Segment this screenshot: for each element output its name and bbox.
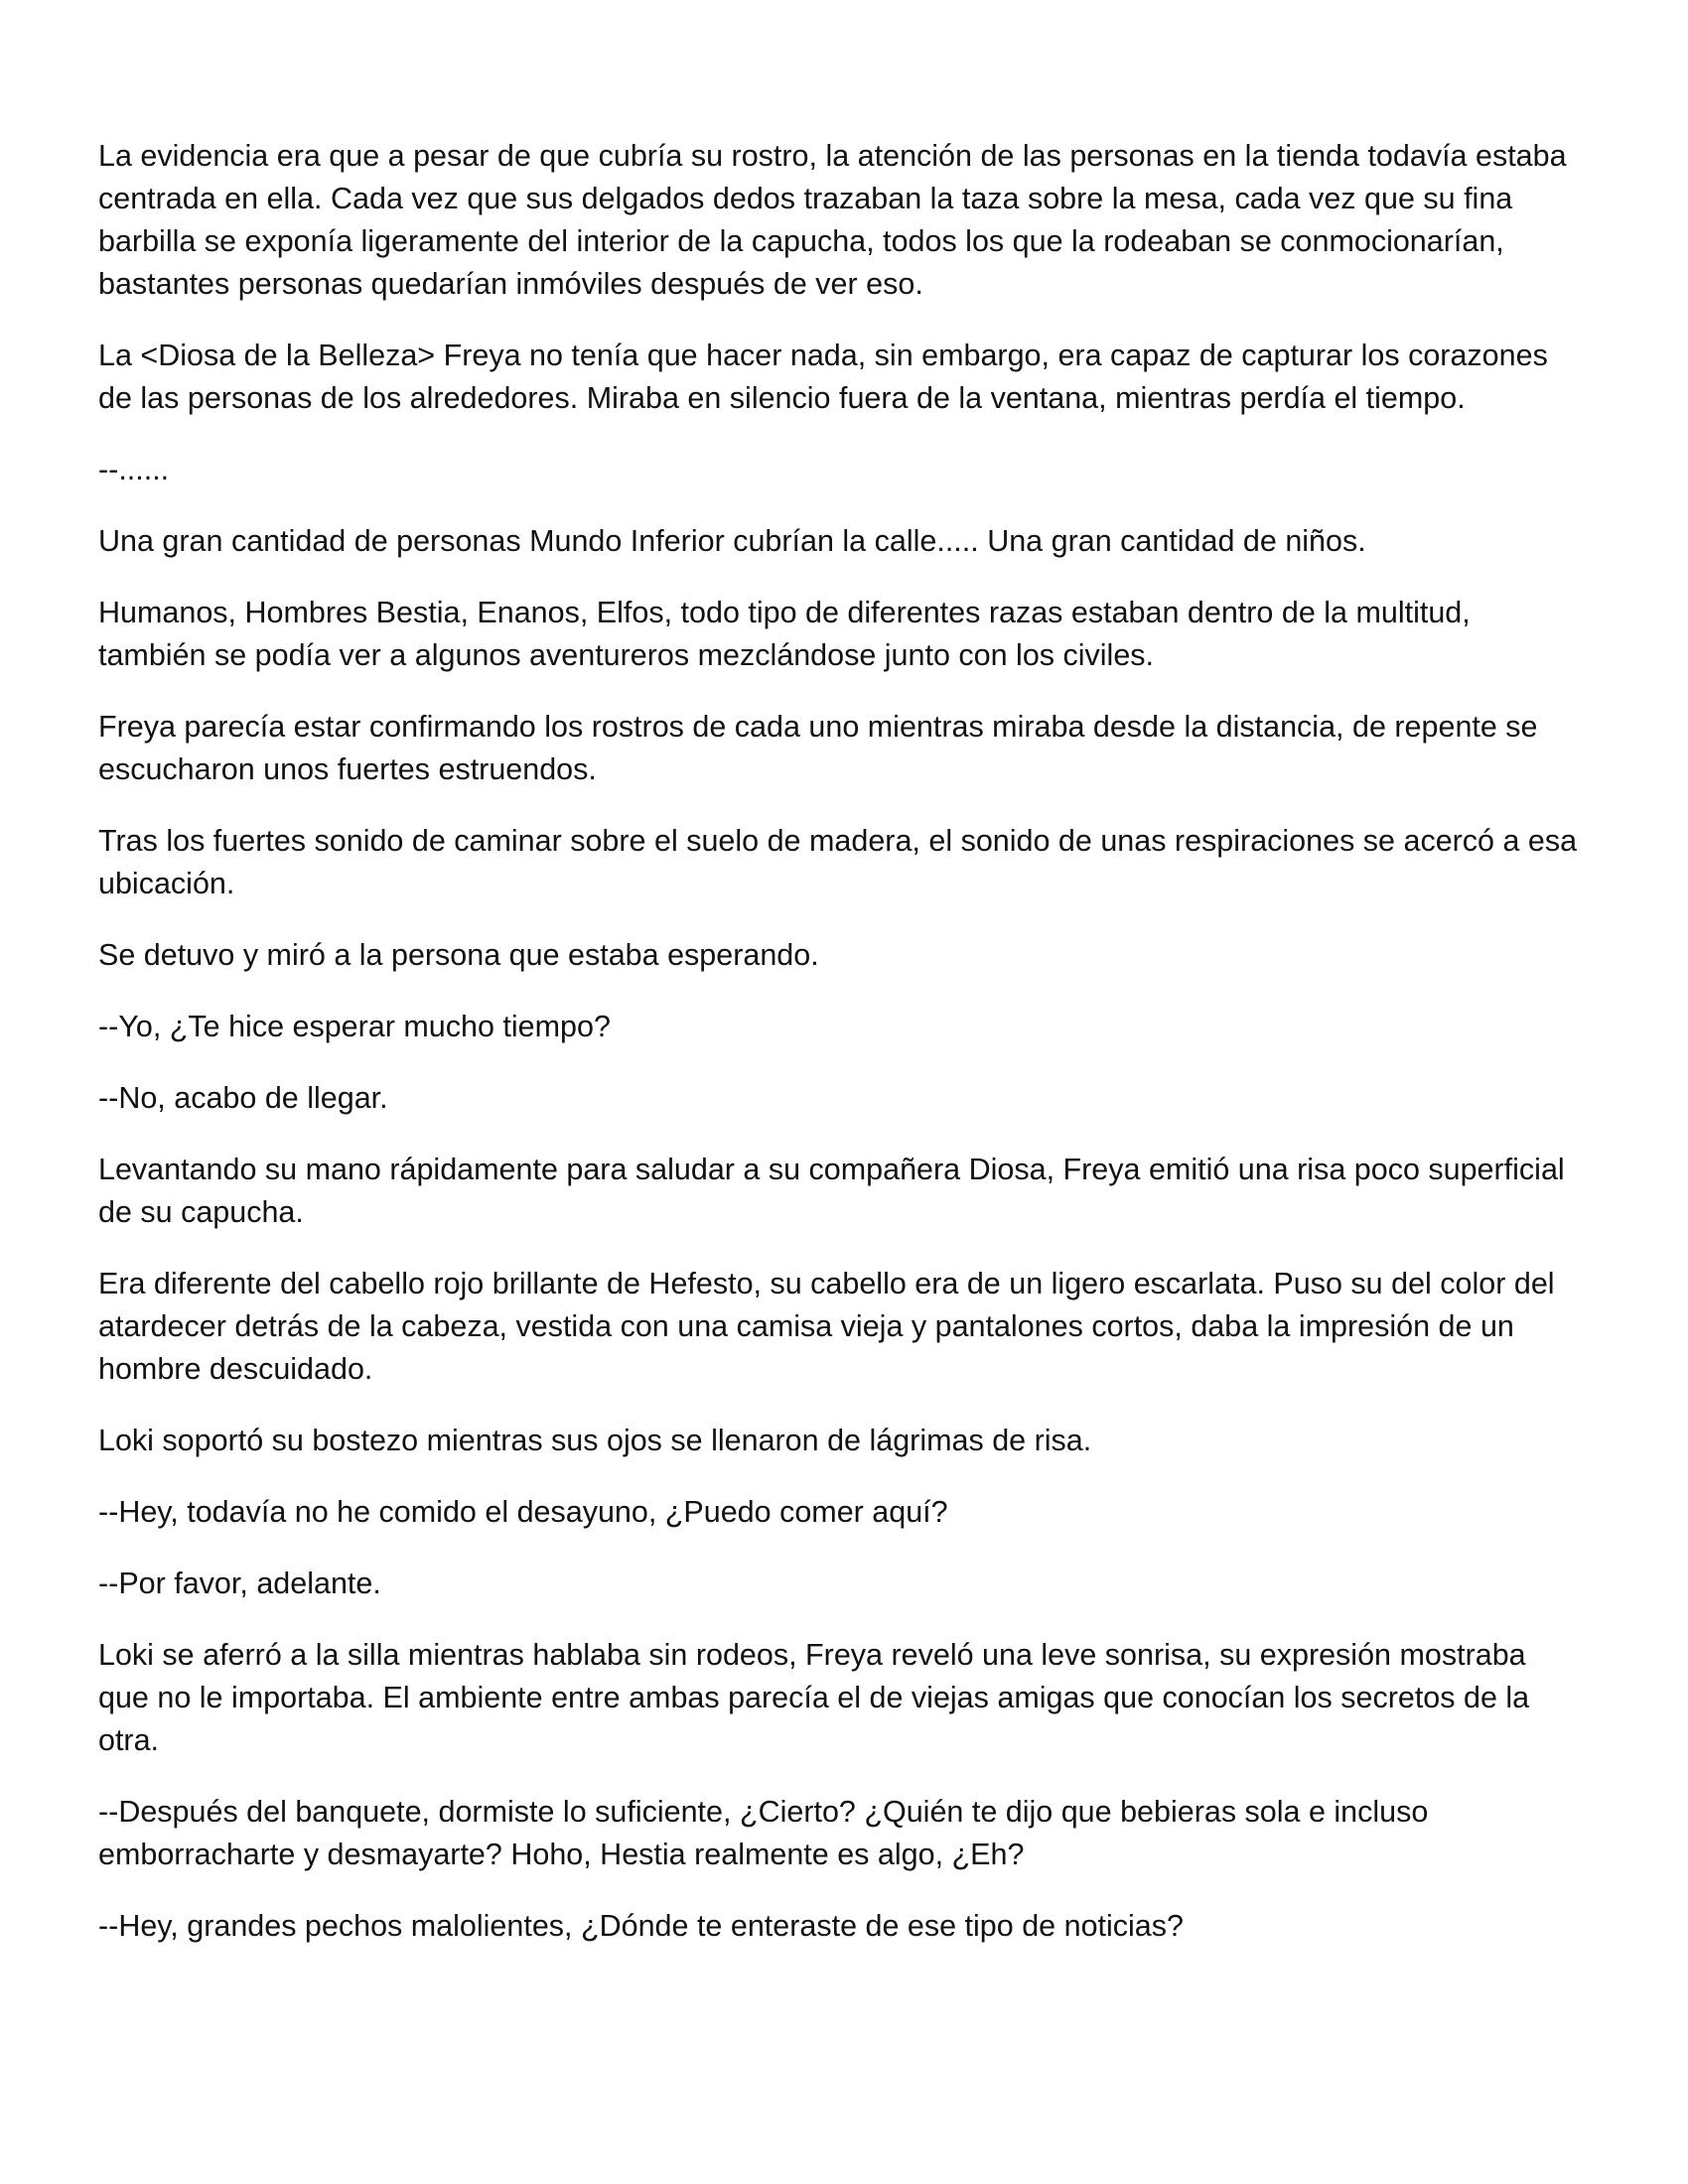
paragraph: Tras los fuertes sonido de caminar sobre el suelo de madera, el sonido de unas respiraciones se acercó a esa ubicación.: [98, 824, 1578, 900]
paragraph: --Por favor, adelante.: [98, 1567, 381, 1600]
paragraph: --Hey, grandes pechos malolientes, ¿Dónde te enteraste de ese tipo de noticias?: [98, 1909, 1184, 1943]
document-body: [98, 135, 1578, 1977]
paragraph: Humanos, Hombres Bestia, Enanos, Elfos, todo tipo de diferentes razas estaban dentro de la multitud, también se podía ver a algunos aventureros mezclándose junto con los civiles.: [98, 596, 1471, 672]
paragraph: --Después del banquete, dormiste lo suficiente, ¿Cierto? ¿Quién te dijo que bebieras sola e incluso emborracharte y desmayarte? Hoho, Hestia realmente es algo, ¿Eh?: [98, 1795, 1429, 1871]
paragraph: Levantando su mano rápidamente para saludar a su compañera Diosa, Freya emitió una risa poco superficial de su capucha.: [98, 1153, 1565, 1229]
paragraph: --......: [98, 453, 170, 486]
paragraph: --No, acabo de llegar.: [98, 1081, 388, 1115]
paragraph: Una gran cantidad de personas Mundo Inferior cubrían la calle..... Una gran cantidad de niños.: [98, 524, 1366, 558]
paragraph: Loki se aferró a la silla mientras hablaba sin rodeos, Freya reveló una leve sonrisa, su expresión mostraba que no le importaba. El ambiente entre ambas parecía el de viejas amigas que conocían los secretos de la otra.: [98, 1638, 1530, 1757]
paragraph: --Yo, ¿Te hice esperar mucho tiempo?: [98, 1010, 611, 1043]
paragraph: Freya parecía estar confirmando los rostros de cada uno mientras miraba desde la distancia, de repente se escucharon unos fuertes estruendos.: [98, 710, 1538, 786]
paragraph: La evidencia era que a pesar de que cubría su rostro, la atención de las personas en la tienda todavía estaba centrada en ella. Cada vez que sus delgados dedos trazaban la taza sobre la mesa, cada vez que su fina barbilla se exponía ligeramente del interior de la capucha, todos los que la rodeaban se conmocionarían, bastantes personas quedarían inmóviles después de ver eso.: [98, 139, 1567, 301]
paragraph: Loki soportó su bostezo mientras sus ojos se llenaron de lágrimas de risa.: [98, 1424, 1092, 1457]
paragraph: La <Diosa de la Belleza> Freya no tenía que hacer nada, sin embargo, era capaz de capturar los corazones de las personas de los alrededores. Miraba en silencio fuera de la ventana, mientras perdía el tiempo.: [98, 339, 1548, 415]
paragraph: Se detuvo y miró a la persona que estaba esperando.: [98, 938, 819, 972]
paragraph: Era diferente del cabello rojo brillante de Hefesto, su cabello era de un ligero escarlata. Puso su del color del atardecer detrás de la cabeza, vestida con una camisa vieja y pantalones cortos, daba la impresión de un hombre descuidado.: [98, 1267, 1555, 1386]
paragraph: --Hey, todavía no he comido el desayuno, ¿Puedo comer aquí?: [98, 1495, 948, 1529]
